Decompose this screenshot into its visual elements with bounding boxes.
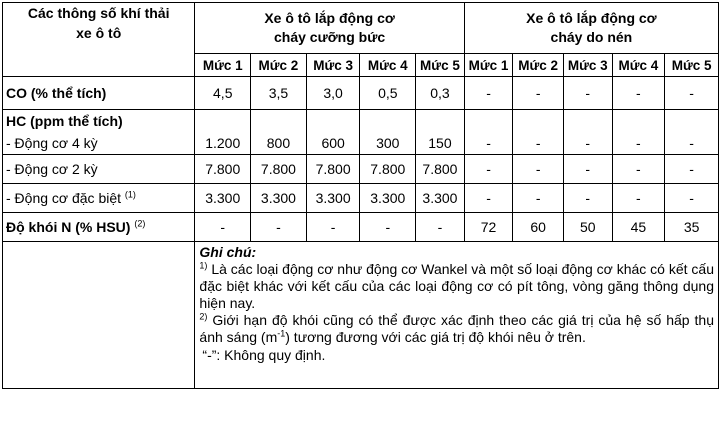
document-page xyxy=(2,2,719,389)
value-cell: - xyxy=(665,184,719,213)
value-cell: - xyxy=(665,77,719,110)
level-header: Mức 5 xyxy=(416,54,465,77)
value-cell: 3,5 xyxy=(251,77,307,110)
table-row-hc-special xyxy=(3,184,719,213)
header-row xyxy=(3,3,719,54)
value-cell: - xyxy=(360,213,416,242)
notes-cell xyxy=(195,242,719,389)
value-cell: 7.800 xyxy=(360,155,416,184)
value-cell: - xyxy=(665,155,719,184)
value-cell: 0,5 xyxy=(360,77,416,110)
value-cell: 7.800 xyxy=(306,155,360,184)
value-cell: 300 xyxy=(360,110,416,155)
hc-title: HC (ppm thể tích) xyxy=(6,113,123,129)
notes-empty-cell xyxy=(3,242,195,389)
table-row-smoke xyxy=(3,213,719,242)
value-cell: - xyxy=(306,213,360,242)
level-header: Mức 5 xyxy=(665,54,719,77)
value-cell: 7.800 xyxy=(195,155,251,184)
level-header: Mức 1 xyxy=(195,54,251,77)
value-cell: - xyxy=(563,110,612,155)
note-3: “-”: Không quy định. xyxy=(202,347,326,363)
value-cell: - xyxy=(464,184,513,213)
value-cell: - xyxy=(612,155,665,184)
level-header: Mức 3 xyxy=(563,54,612,77)
value-cell: 72 xyxy=(464,213,513,242)
value-cell: - xyxy=(612,110,665,155)
row-label-hc xyxy=(3,110,195,155)
value-cell: 1.200 xyxy=(195,110,251,155)
value-cell: - xyxy=(612,77,665,110)
value-cell: 60 xyxy=(513,213,564,242)
param-header-cell xyxy=(3,3,195,77)
row-label-hc-2-stroke: - Động cơ 2 kỳ xyxy=(3,155,195,184)
value-cell: 3.300 xyxy=(251,184,307,213)
emission-limits-table xyxy=(2,2,719,389)
value-cell: - xyxy=(665,110,719,155)
level-header: Mức 1 xyxy=(464,54,513,77)
diesel-header-line1: Xe ô tô lắp động cơ xyxy=(526,10,657,26)
row-label-hc-special: - Động cơ đặc biệt $^{(1)}$ xyxy=(3,184,195,213)
value-cell: 0,3 xyxy=(416,77,465,110)
note-1: $^{1)}$ Là các loại động cơ như động cơ Wankel và một số loại động cơ khác có kết cấu đặc biệt khác với kết cấu của các loại động cơ có pít tông, vòng găng thông dụng hiện nay. xyxy=(199,260,715,311)
value-cell: - xyxy=(416,213,465,242)
value-cell: 600 xyxy=(306,110,360,155)
value-cell: - xyxy=(251,213,307,242)
param-header-line1: Các thông số khí thải xyxy=(27,5,170,21)
table-row-hc-2-stroke xyxy=(3,155,719,184)
value-cell: 3.300 xyxy=(306,184,360,213)
note-2: $^{2)}$ Giới hạn độ khói cũng có thể được xác định theo các giá trị của hệ số hấp thụ ánh sáng $(m^{-1})$ tương đương với các giá trị độ khói nêu ở trên. xyxy=(199,311,715,345)
value-cell: - xyxy=(563,184,612,213)
row-label-smoke: Độ khói N (% HSU) $^{(2)}$ xyxy=(3,213,195,242)
value-cell: 3.300 xyxy=(195,184,251,213)
value-cell: 150 xyxy=(416,110,465,155)
table-row-hc-4-stroke xyxy=(3,110,719,155)
level-header: Mức 2 xyxy=(513,54,564,77)
row-label-hc-4-stroke: - Động cơ 4 kỳ xyxy=(6,135,98,151)
row-label-co: CO (% thể tích) xyxy=(3,77,195,110)
compression-ignition-group-header xyxy=(464,3,718,54)
footnote-ref-1: (1) xyxy=(124,189,136,200)
value-cell: - xyxy=(464,77,513,110)
value-cell: 800 xyxy=(251,110,307,155)
level-header: Mức 3 xyxy=(306,54,360,77)
value-cell: - xyxy=(195,213,251,242)
value-cell: 35 xyxy=(665,213,719,242)
value-cell: - xyxy=(464,155,513,184)
value-cell: 3.300 xyxy=(416,184,465,213)
value-cell: 3.300 xyxy=(360,184,416,213)
level-header: Mức 4 xyxy=(360,54,416,77)
value-cell: 45 xyxy=(612,213,665,242)
spark-header-line2: cháy cưỡng bức xyxy=(274,29,386,45)
value-cell: - xyxy=(513,184,564,213)
level-header: Mức 2 xyxy=(251,54,307,77)
value-cell: 3,0 xyxy=(306,77,360,110)
value-cell: - xyxy=(464,110,513,155)
value-cell: - xyxy=(513,77,564,110)
spark-header-line1: Xe ô tô lắp động cơ xyxy=(264,10,395,26)
value-cell: 50 xyxy=(563,213,612,242)
value-cell: - xyxy=(563,77,612,110)
table-row-co xyxy=(3,77,719,110)
param-header-line2: xe ô tô xyxy=(76,25,122,41)
value-cell: - xyxy=(513,155,564,184)
notes-row xyxy=(3,242,719,389)
value-cell: 7.800 xyxy=(251,155,307,184)
value-cell: - xyxy=(612,184,665,213)
value-cell: 4,5 xyxy=(195,77,251,110)
footnote-ref-2: (2) xyxy=(134,218,146,229)
value-cell: - xyxy=(563,155,612,184)
notes-title: Ghi chú: xyxy=(199,244,257,260)
value-cell: 7.800 xyxy=(416,155,465,184)
spark-ignition-group-header xyxy=(195,3,464,54)
diesel-header-line2: cháy do nén xyxy=(550,29,633,45)
value-cell: - xyxy=(513,110,564,155)
level-header: Mức 4 xyxy=(612,54,665,77)
